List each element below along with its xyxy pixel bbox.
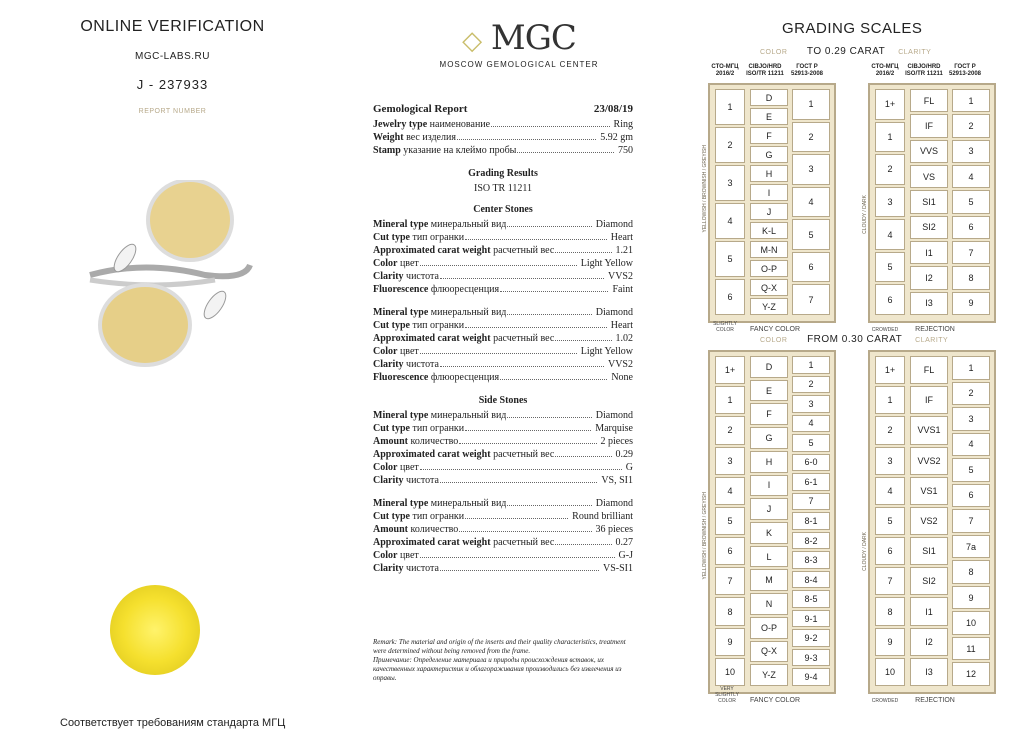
scale-cell: 6 [715,537,745,565]
scale-cell: I1 [910,597,948,625]
scale-cell: 4 [875,477,905,505]
scale-cell: 10 [875,658,905,686]
side-clarity-label: CLOUDY / DARK [862,532,868,571]
col-head-1: СТО-МГЦ 2016/2 [711,64,739,77]
scale-cell: 4 [792,187,830,218]
scale-cell: 5 [792,434,830,452]
very-slightly-color-label: VERY SLIGHTLY COLOR [715,686,739,704]
scale-cell: N [750,593,788,615]
scale-cell: 3 [952,407,990,431]
scale-cell: 8 [875,597,905,625]
scale-cell: F [750,127,788,144]
scale-header-top: COLOR TO 0.29 CARAT CLARITY [760,46,932,57]
report-row: Cut type тип огранки Round brilliant [373,511,633,522]
col-head-4: СТО-МГЦ 2016/2 [871,64,899,77]
scale-cell: 1+ [875,89,905,120]
scale-cell: 5 [875,507,905,535]
report-row: Fluorescence флюоресценция Faint [373,284,633,295]
scale-cell: 1 [952,356,990,380]
scale-cell: 6 [952,216,990,239]
scale-cell: 8 [952,560,990,584]
scale-cell: 3 [715,165,745,201]
scale-cell: VVS2 [910,447,948,475]
scale-cell: SI2 [910,216,948,239]
report-title: Gemological Report [373,103,468,115]
slightly-color-label: SLIGHTLY COLOR [713,321,737,333]
scale-cell: 9-3 [792,649,830,667]
side-title: Side Stones [478,395,528,406]
report-row: Color цвет G [373,462,633,473]
scale-cell: 6 [792,252,830,283]
col-head-2: CIBJO/HRD ISO/TR 11211 [746,64,784,77]
scale-cell: J [750,203,788,220]
col-head-6: ГОСТ Р 52913-2008 [948,64,982,77]
scale-cell: 6-1 [792,473,830,491]
scale-cell: O-P [750,260,788,277]
scale-cell: 1+ [715,356,745,384]
jewelry-details [373,119,633,158]
scale-cell: O-P [750,617,788,639]
scale-cell: 12 [952,662,990,686]
report-row: Color цвет G-J [373,550,633,561]
report-row: Jewelry type наименование Ring [373,119,633,130]
scale-cell: IF [910,114,948,137]
verification-panel [0,0,345,729]
scale-cell: 5 [875,252,905,283]
scale-cell: 3 [875,447,905,475]
scale-cell: Y-Z [750,664,788,686]
side-stone-1 [373,410,633,488]
scale-cell: M [750,569,788,591]
center-stone-1 [373,219,633,297]
gemological-report [373,103,633,576]
scale-cell: J [750,498,788,520]
scale-cell: H [750,451,788,473]
scale-cell: VS [910,165,948,188]
report-row: Approximated carat weight расчетный вес 1.02 [373,333,633,344]
diamond-icon: ◇ [462,26,482,56]
scale-cell: FL [910,89,948,112]
scale-cell: 2 [875,416,905,444]
logo-caption: MOSCOW GEMOLOGICAL CENTER [439,60,599,69]
scale-cell: I2 [910,628,948,656]
scale-cell: L [750,546,788,568]
scale-cell: 4 [792,415,830,433]
fancy-color-label: FANCY COLOR [749,697,801,704]
scale-cell: 8-5 [792,590,830,608]
scale-cell: 8-4 [792,571,830,589]
scale-cell: 9 [952,292,990,315]
scale-cell: 2 [715,127,745,163]
scale-cell: 7 [875,567,905,595]
scale-cell: I3 [910,658,948,686]
scale-cell: 1 [952,89,990,112]
scale-cell: 2 [952,382,990,406]
scale-cell: 7 [792,284,830,315]
scale-cell: E [750,380,788,402]
footer-text: Соответствует требованиям стандарта МГЦ [60,717,286,729]
table-color-small [702,83,836,333]
scale-cell: 4 [952,165,990,188]
scale-cell: 3 [952,140,990,163]
scale-cell: K-L [750,222,788,239]
scale-cell: 8 [715,597,745,625]
scale-cell: 4 [715,203,745,239]
results-title: Grading Results [468,168,538,179]
scale-cell: D [750,89,788,106]
scale-cell: F [750,403,788,425]
scale-header-bottom: COLOR FROM 0.30 CARAT CLARITY [760,334,949,345]
report-date: 23/08/19 [593,103,633,115]
report-number-label: REPORT NUMBER [138,108,207,115]
scale-cell: 1 [875,386,905,414]
report-row: Cut type тип огранки Heart [373,232,633,243]
report-row: Clarity чистота VS-SI1 [373,563,633,574]
scale-cell: 11 [952,637,990,661]
scale-cell: 5 [715,507,745,535]
scale-cell: 7 [715,567,745,595]
scale-cell: 2 [952,114,990,137]
scale-cell: SI1 [910,537,948,565]
side-color-label: YELLOWISH / BROWNISH / GREYISH [702,145,708,233]
col-head-3: ГОСТ Р 52913-2008 [790,64,824,77]
scale-cell: 8-1 [792,512,830,530]
remark-en: Remark: The material and origin of the inserts and their quality characteristics, treatment were determined without being removed from the frame. [373,638,626,655]
report-row: Amount количество 2 pieces [373,436,633,447]
scale-cell: 8-2 [792,532,830,550]
scale-cell: E [750,108,788,125]
scale-cell: 2 [715,416,745,444]
scale-cell: SI1 [910,190,948,213]
scale-cell: VS2 [910,507,948,535]
scale-cell: 9 [952,586,990,610]
scale-cell: 10 [952,611,990,635]
scale-cell: 5 [715,241,745,277]
report-row: Fluorescence флюоресценция None [373,372,633,383]
report-panel [345,0,700,725]
rejection-label: REJECTION [915,326,955,333]
scale-cell: 6 [875,537,905,565]
crowded-label: CROWDED [871,327,899,333]
scale-cell: 1 [875,122,905,153]
verification-seal [110,585,200,675]
scale-cell: 6 [875,284,905,315]
scale-cell: 8 [952,266,990,289]
scale-cell: I1 [910,241,948,264]
side-clarity-label: CLOUDY / DARK [862,195,868,234]
scale-cell: 5 [952,458,990,482]
verification-title: ONLINE VERIFICATION [80,18,265,35]
report-row: Cut type тип огранки Marquise [373,423,633,434]
scale-cell: G [750,146,788,163]
scale-cell: 9-2 [792,629,830,647]
scale-cell: 4 [715,477,745,505]
scale-cell: 6 [952,484,990,508]
grading-scales-panel [690,0,1024,725]
scale-cell: VS1 [910,477,948,505]
scale-cell: M-N [750,241,788,258]
report-row: Cut type тип огранки Heart [373,320,633,331]
scale-cell: VVS1 [910,416,948,444]
crowded-label: CROWDED [871,698,899,704]
scale-cell: IF [910,386,948,414]
side-color-label: YELLOWISH / BROWNISH / GREYISH [702,492,708,580]
report-row: Color цвет Light Yellow [373,258,633,269]
report-row: Approximated carat weight расчетный вес 0.27 [373,537,633,548]
scale-cell: 6 [715,279,745,315]
scale-cell: G [750,427,788,449]
ring-photo [85,180,255,370]
scale-cell: 5 [952,190,990,213]
scale-cell: 1 [715,386,745,414]
report-row: Amount количество 36 pieces [373,524,633,535]
scale-cell: I3 [910,292,948,315]
scale-cell: 1 [792,356,830,374]
scale-cell: 4 [952,433,990,457]
remark-ru: Примечание: Определение материала и природы происхождения вставок, их качественных характеристик и облагораживания производились без извлечения из оправы. [373,656,622,682]
scale-cell: 9 [875,628,905,656]
scale-cell: K [750,522,788,544]
scale-cell: I [750,184,788,201]
center-title: Center Stones [473,204,533,215]
report-row: Mineral type минеральный вид Diamond [373,307,633,318]
scale-cell: D [750,356,788,378]
scale-cell: 5 [792,219,830,250]
report-row: Clarity чистота VVS2 [373,359,633,370]
report-row: Color цвет Light Yellow [373,346,633,357]
scale-cell: I [750,475,788,497]
report-row: Clarity чистота VVS2 [373,271,633,282]
fancy-color-label: FANCY COLOR [749,326,801,333]
scale-cell: 3 [875,187,905,218]
report-id: J - 237933 [136,77,209,92]
rejection-label: REJECTION [915,697,955,704]
report-row: Weight вес изделия 5.92 gm [373,132,633,143]
col-head-5: CIBJO/HRD ISO/TR 11211 [905,64,943,77]
table-clarity-small [862,83,996,333]
scale-cell: 1 [792,89,830,120]
website-url[interactable]: MGC-LABS.RU [135,51,210,62]
scale-cell: Y-Z [750,298,788,315]
scale-cell: 9 [715,628,745,656]
scale-cell: SI2 [910,567,948,595]
table-color-large [702,350,836,704]
table-clarity-large [862,350,996,704]
scale-cell: FL [910,356,948,384]
scale-cell: 7a [952,535,990,559]
scale-cell: 7 [952,509,990,533]
report-row: Approximated carat weight расчетный вес 1.21 [373,245,633,256]
scales-title: GRADING SCALES [782,20,923,37]
scale-cell: 9-1 [792,610,830,628]
remark [373,638,635,683]
scale-cell: 7 [952,241,990,264]
scale-cell: 3 [792,395,830,413]
report-row: Mineral type минеральный вид Diamond [373,498,633,509]
logo-mark: MGC [490,18,576,58]
scale-cell: 7 [792,493,830,511]
scale-cell: 1+ [875,356,905,384]
scale-cell: Q-X [750,279,788,296]
scale-cell: Q-X [750,641,788,663]
scale-cell: 10 [715,658,745,686]
scale-cell: I2 [910,266,948,289]
center-stone-2 [373,307,633,385]
scale-cell: 2 [792,122,830,153]
scale-cell: 3 [715,447,745,475]
report-row: Stamp указание на клеймо пробы 750 [373,145,633,156]
scale-cell: 6-0 [792,454,830,472]
report-row: Mineral type минеральный вид Diamond [373,219,633,230]
scale-cell: H [750,165,788,182]
scale-cell: 2 [792,376,830,394]
scale-cell: 2 [875,154,905,185]
iso-standard: ISO TR 11211 [474,183,532,194]
scale-cell: VVS [910,140,948,163]
scale-cell: 8-3 [792,551,830,569]
report-row: Mineral type минеральный вид Diamond [373,410,633,421]
scale-cell: 9-4 [792,668,830,686]
scale-cell: 4 [875,219,905,250]
report-row: Approximated carat weight расчетный вес 0.29 [373,449,633,460]
side-stone-2 [373,498,633,576]
report-row: Clarity чистота VS, SI1 [373,475,633,486]
scale-cell: 3 [792,154,830,185]
scale-cell: 1 [715,89,745,125]
mgc-logo [429,18,609,69]
